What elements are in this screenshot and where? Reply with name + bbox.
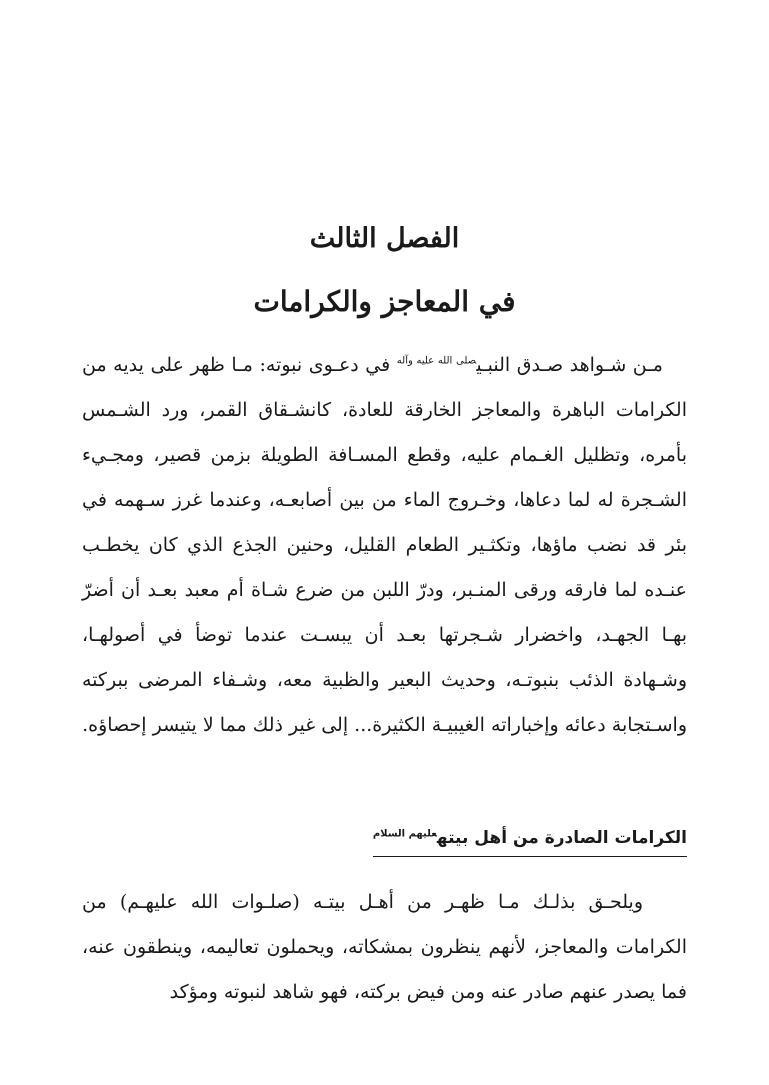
section-heading-text: الكرامات الصادرة من أهل بيته [436,828,687,848]
paragraph-miracles-intro [82,343,687,748]
chapter-title: الفصل الثالث [309,223,460,254]
paragraph-opening: مـن شـواهد صـدق النبـي [476,354,663,376]
paragraph-body: في دعـوى نبوته: مـا ظهر على يديه من الكرامات الباهرة والمعاجز الخارقة للعادة، كانشـقاق القمر، ورد الشـمس بأمره، وتظليل الغـمام عليه، وقطع المسـافة الطويلة بزمن قصير، ومجـيء الشـجرة له لما دعاها، وخـروج الماء من بين أصابعـه، وعندما غرز سـهمه في بئر قد نضب ماؤها، وتكثـير الطعام القليل، وحنين الجذع الذي كان يخطـب عنـده لما فارقه ورقى المنـبر، ودرّ اللبن من ضرع شـاة أم معبد بعـد أن أضرّ بهـا الجهـد، واخضرار شـجرتها بعـد أن يبسـت عندما توضأ في أصولهـا، وشـهادة الذئب بنبوتـه، وحديث البعير والظبية معه، وشـفاء المرضى ببركته واسـتجابة دعائه وإخباراته الغيبيـة الكثيرة... إلى غير ذلك مما لا يتيسر إحصاؤه. [82,354,687,736]
chapter-subtitle: في المعاجز والكرامات [253,285,516,318]
paragraph-ahl-al-bayt: ويلحـق بذلـك مـا ظهـر من أهـل بيتـه (صلـوات الله عليهـم) من الكرامات والمعاجز، لأنهم ينظرون بمشكاته، ويحملون تعاليمه، وينطقون عنه، فما يصدر عنهم صادر عنه ومن فيض بركته، فهو شاهد لنبوته ومؤكد [82,891,687,1003]
section-heading [373,824,687,857]
prophet-honorific: صلى الله عليه وآله [396,355,477,367]
section-honorific: عليهم السلام [372,828,437,840]
